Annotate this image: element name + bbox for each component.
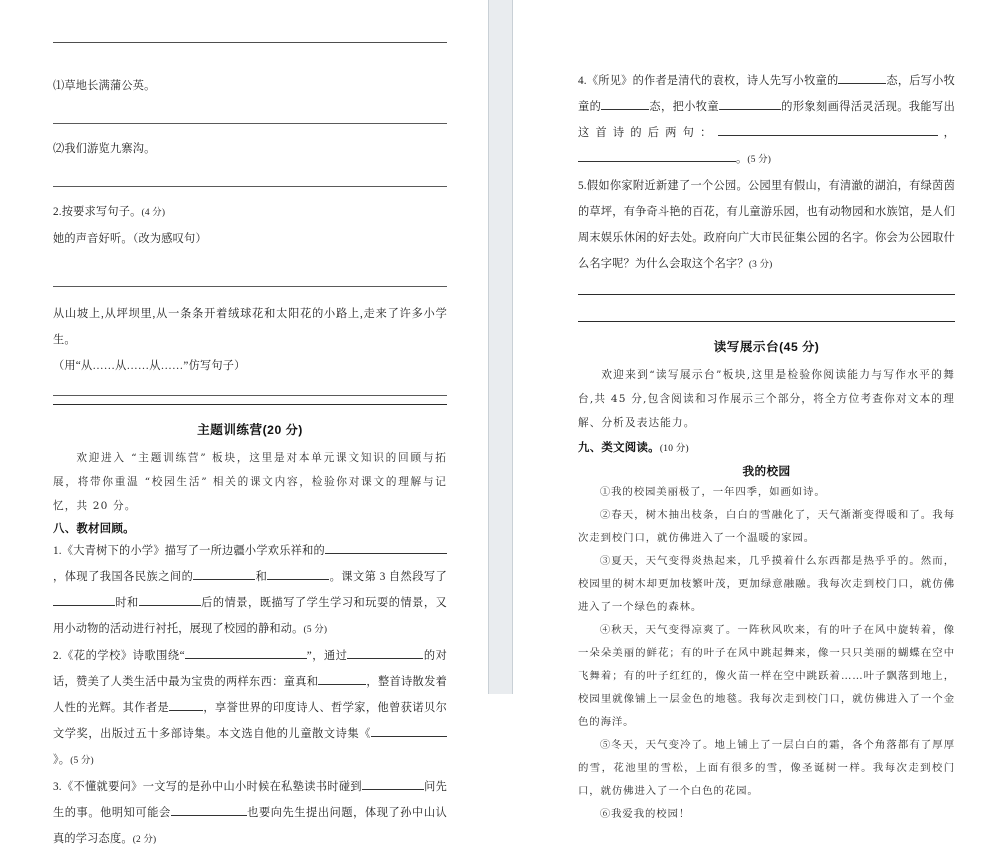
sub-head-textbook-review: 八、教材回顾。	[53, 523, 135, 535]
blank-input[interactable]	[267, 568, 329, 580]
question-3-part-2: 也要向先生提出问题，体现了孙中山认真的学习态度。	[53, 807, 447, 845]
question-2-part-4: ，享誉世界的印度诗人、哲学家，他曾获诺贝尔文学奖，出版过五十多部诗集。本文选自他的儿童散文诗集《	[53, 702, 447, 740]
question-2-part-1: ”，通过	[306, 650, 348, 662]
section-intro-reading-writing: 欢迎来到“读写展示台”板块,这里是检验你阅读能力与写作水平的舞台,共 45 分,包含阅读和习作展示三个部分，将全方位考查你对文本的理解、分析及表达能力。	[578, 369, 955, 429]
essay-paragraph: ③夏天，天气变得炎热起来，几乎摸着什么东西都是热乎乎的。然而，校园里的树木却更加枝繁叶茂，更加绿意融融。我每次走到校门口，就仿佛进入了一个绿色的森林。	[578, 555, 955, 613]
blank-input[interactable]	[53, 594, 115, 606]
blank-input[interactable]	[171, 804, 247, 816]
question-4-part-4: ，	[937, 127, 955, 139]
blank-input[interactable]	[169, 699, 203, 711]
left-column	[0, 0, 488, 845]
blank-input[interactable]	[578, 150, 736, 162]
page-gutter-divider	[488, 0, 513, 694]
section-title-text: 读写展示台	[713, 340, 780, 354]
question-2-model-hint: （用“从……从……从……”仿写句子）	[53, 360, 246, 372]
section-title-points: (20 分)	[262, 423, 303, 437]
section-title-points: (45 分)	[779, 340, 820, 354]
question-3-part-1: 问先生的事。他明知可能会	[53, 781, 447, 819]
section-intro-theme-training: 欢迎进入 “主题训练营” 板块，这里是对本单元课文知识的回顾与拓展，将带你重温 “校园生活” 相关的课文内容，检验你对课文的理解与记忆，共 20 分。	[53, 452, 447, 512]
essay-paragraph: ⑥我爱我的校园！	[599, 808, 691, 820]
question-2-points-inline: (5 分)	[70, 756, 94, 766]
question-4-part-0: 4.《所见》的作者是清代的袁枚，诗人先写小牧童的	[578, 75, 839, 87]
right-column	[513, 0, 1001, 820]
blank-input[interactable]	[838, 72, 886, 84]
sub-head-points: (10 分)	[659, 444, 689, 454]
question-4	[578, 68, 955, 173]
question-1-points: (5 分)	[303, 625, 328, 635]
question-1-sub-1: ⑴草地长满蒲公英。	[53, 80, 156, 92]
question-2-stem	[53, 199, 447, 226]
section-title-text: 主题训练营	[197, 423, 263, 437]
question-5-text: 5.假如你家附近新建了一个公园。公园里有假山，有清澈的湖泊，有绿茵茵的草坪，有争奇斗艳的百花，有儿童游乐园，也有动物园和水族馆，是人们周末娱乐休闲的好去处。政府向广大市民征集公园的名字。你会为公园取什么名字呢？为什么会取这个名字？	[578, 180, 955, 270]
essay-title: 我的校园	[742, 465, 791, 478]
question-5	[578, 173, 955, 278]
blank-input[interactable]	[371, 725, 447, 737]
question-5-points: (3 分)	[748, 260, 773, 270]
question-2-part-3: ，整首诗散发着人性的光辉。其作者是	[53, 676, 447, 714]
question-4-points: (5 分)	[747, 155, 772, 165]
question-1	[53, 538, 447, 643]
question-1-part-1: ，体现了我国各民族之间的	[53, 571, 194, 583]
question-2	[53, 643, 447, 774]
question-1-part-0: 1.《大青树下的小学》描写了一所边疆小学欢乐祥和的	[53, 545, 325, 557]
question-4-part-2: 态，把小牧童	[649, 101, 720, 113]
blank-input[interactable]	[325, 542, 447, 554]
question-3-points: (2 分)	[132, 835, 157, 845]
essay-paragraph: ②春天，树木抽出枝条，白白的雪融化了，天气渐渐变得暖和了。我每次走到校门口，就仿佛进入了一个温暖的家园。	[578, 509, 955, 544]
blank-input[interactable]	[185, 647, 307, 659]
blank-input[interactable]	[876, 124, 938, 136]
question-3-part-0: 3.《不懂就要问》一文写的是孙中山小时候在私塾读书时碰到	[53, 781, 362, 793]
question-2-model-sentence: 从山坡上,从坪坝里,从一条条开着绒球花和太阳花的小路上,走来了许多小学生。	[53, 308, 447, 346]
question-1-sub-2: ⑵我们游览九寨沟。	[53, 143, 156, 155]
blank-input[interactable]	[719, 98, 781, 110]
question-2-points: (4 分)	[141, 208, 166, 218]
essay-paragraph: ④秋天，天气变得凉爽了。一阵秋风吹来，有的叶子在风中旋转着，像一朵朵美丽的鲜花；有的叶子在风中跳起舞来，像一只只美丽的蝴蝶在空中飞舞着；有的叶子红红的，像火苗一样在空中跳跃着……叶子飘落到地上，校园里就像铺上一层金色的地毯。我每次走到校门口，就仿佛进入了一个金色的海洋。	[578, 624, 955, 728]
essay-paragraph: ⑤冬天，天气变冷了。地上铺上了一层白白的霜，各个角落都有了厚厚的雪，花池里的雪松，上面有很多的雪，像圣诞树一样。我每次走到校门口，就仿佛进入了一个白色的花园。	[578, 739, 955, 797]
question-2-stem-text: 2.按要求写句子。	[53, 206, 142, 218]
question-1-part-5: 后的情景，既描写了学生学习和玩耍的情景，又用小动物的活动进行衬托，展现了校园的静和动。	[53, 597, 448, 635]
question-2-part-5: 》。	[53, 754, 71, 766]
question-4-part-1: 态，后写小牧童的	[578, 75, 955, 113]
blank-input[interactable]	[601, 98, 649, 110]
blank-input[interactable]	[718, 124, 876, 136]
question-3	[53, 774, 447, 853]
question-2-part-2: 的对话，赞美了人类生活中最为宝贵的两样东西：童真和	[53, 650, 447, 688]
question-2-sentence: 她的声音好听。（改为感叹句）	[53, 233, 207, 245]
blank-input[interactable]	[362, 778, 424, 790]
sub-head-text: 九、类文阅读。	[578, 442, 660, 454]
blank-input[interactable]	[193, 568, 255, 580]
blank-input[interactable]	[139, 594, 201, 606]
blank-input[interactable]	[318, 673, 366, 685]
section-title-reading-writing	[578, 336, 955, 355]
question-1-part-3: 。课文第 3 自然段写了	[329, 571, 448, 583]
question-2-part-0: 2.《花的学校》诗歌围绕“	[53, 650, 185, 662]
question-4-part-5: 。	[736, 153, 748, 165]
question-1-part-2: 和	[255, 571, 268, 583]
section-title-theme-training	[53, 419, 447, 438]
question-4-part-3: 的形象刻画得活灵活现。我能写出这首诗的后两句：	[578, 101, 955, 139]
blank-input[interactable]	[347, 647, 423, 659]
question-1-part-4: 时和	[115, 597, 139, 609]
essay-paragraph: ①我的校园美丽极了，一年四季，如画如诗。	[599, 486, 826, 498]
sub-head-reading-comprehension	[578, 439, 955, 455]
